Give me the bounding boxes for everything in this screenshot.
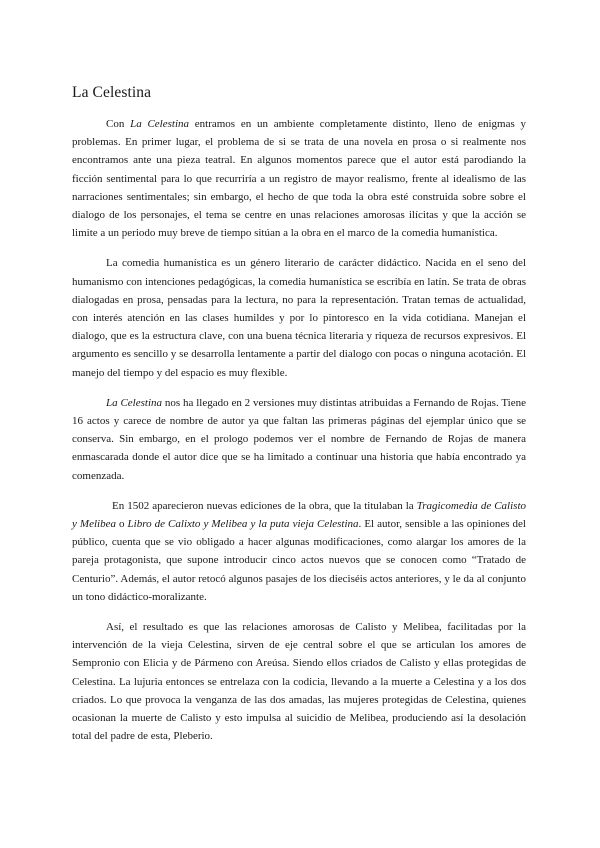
paragraph-2 [72,254,526,381]
paragraph-4-text-cont: . El autor, sensible a las opiniones del público, cuenta que se vio obligado a hacer algunas modificaciones, como alargar los amores de la pareja protagonista, que supone introducir cinco actos nuevos que se conocen como “Tratado de Centurio”. Además, el autor retocó algunos pasajes de los dieciséis actos anteriores, y le da al conjunto un tono didáctico-moralizante. [72,518,526,603]
paragraph-1-text-cont: entramos en un ambiente completamente distinto, lleno de enigmas y problemas. En primer lugar, el problema de si se trata de una novela en prosa o si realmente nos encontramos ante una pieza teatral. En algunos momentos parece que el autor está parodiando la ficción sentimental para lo que recurriría a un registro de mayor realismo, frente al idealismo de las narraciones sentimentales; sin embargo, el hecho de que toda la obra esté construida sobre sobre el dialogo de los personajes, el tema se centre en unas relaciones amorosas ilícitas y que la acción se limite a un periodo muy breve de tiempo sitúan a la obra en el marco de la comedia humanística. [72,118,526,240]
document-title: La Celestina [72,84,152,101]
paragraph-3-text: nos ha llegado en 2 versiones muy distintas atribuidas a Fernando de Rojas. Tiene 16 actos y carece de nombre de autor ya que faltan las primeras páginas del ejemplar único que se conserva. Sin embargo, en el prologo podemos ver el nombre de Fernando de Rojas de manera enmascarada donde el autor dice que se ha limitado a continuar una historia que había encontrado ya comenzada. [72,396,526,482]
paragraph-1 [72,115,526,242]
paragraph-4-italic-title-2: Libro de Calixto y Melibea y la puta vieja Celestina [127,518,359,531]
paragraph-1-text: Con [106,118,131,130]
paragraph-3 [72,394,526,485]
paragraph-4-text-or: o [115,518,128,531]
document-page [72,84,526,758]
paragraph-1-italic-title: La Celestina [130,118,190,130]
paragraph-4 [72,497,526,606]
paragraph-2-text: La comedia humanística es un género literario de carácter didáctico. Nacida en el seno del humanismo con intenciones pedagógicas, la comedia humanística se escribía en latín. Se trata de obras dialogadas en prosa, pensadas para la lectura, no para la representación. Tratan temas de actualidad, con interés atención en las clases humildes y por lo pintoresco en la vida cotidiana. Manejan el dialogo, que es la estructura clave, con una buena técnica literaria y riqueza de recursos expresivos. El argumento es sencillo y se desarrolla lentamente a partir del dialogo con pocas o ninguna acotación. El manejo del tiempo y del espacio es muy flexible. [72,257,526,379]
paragraph-4-text: En 1502 aparecieron nuevas ediciones de la obra, que la titulaban la [112,499,417,512]
paragraph-5 [72,618,526,745]
paragraph-5-text: Así, el resultado es que las relaciones amorosas de Calisto y Melibea, facilitadas por la intervención de la vieja Celestina, sirven de eje central sobre el que se articulan los amores de Sempronio con Elicia y de Pármeno con Areúsa. Siendo ellos criados de Calisto y ellas protegidas de Celestina. La lujuria entonces se entrelaza con la codicia, llevando a la muerte a Celestina y a los dos criados. Lo que provoca la venganza de las dos amadas, las mujeres protegidas de Celestina, quienes ocasionan la muerte de Calisto y esto impulsa al suicidio de Melibea, produciendo así la desolación total del padre de esta, Pleberio. [72,621,526,743]
paragraph-3-italic-title: La Celestina [106,396,163,409]
paragraph-4-italic-title-1: Tragicomedia de Calisto y Melibea [72,499,527,531]
